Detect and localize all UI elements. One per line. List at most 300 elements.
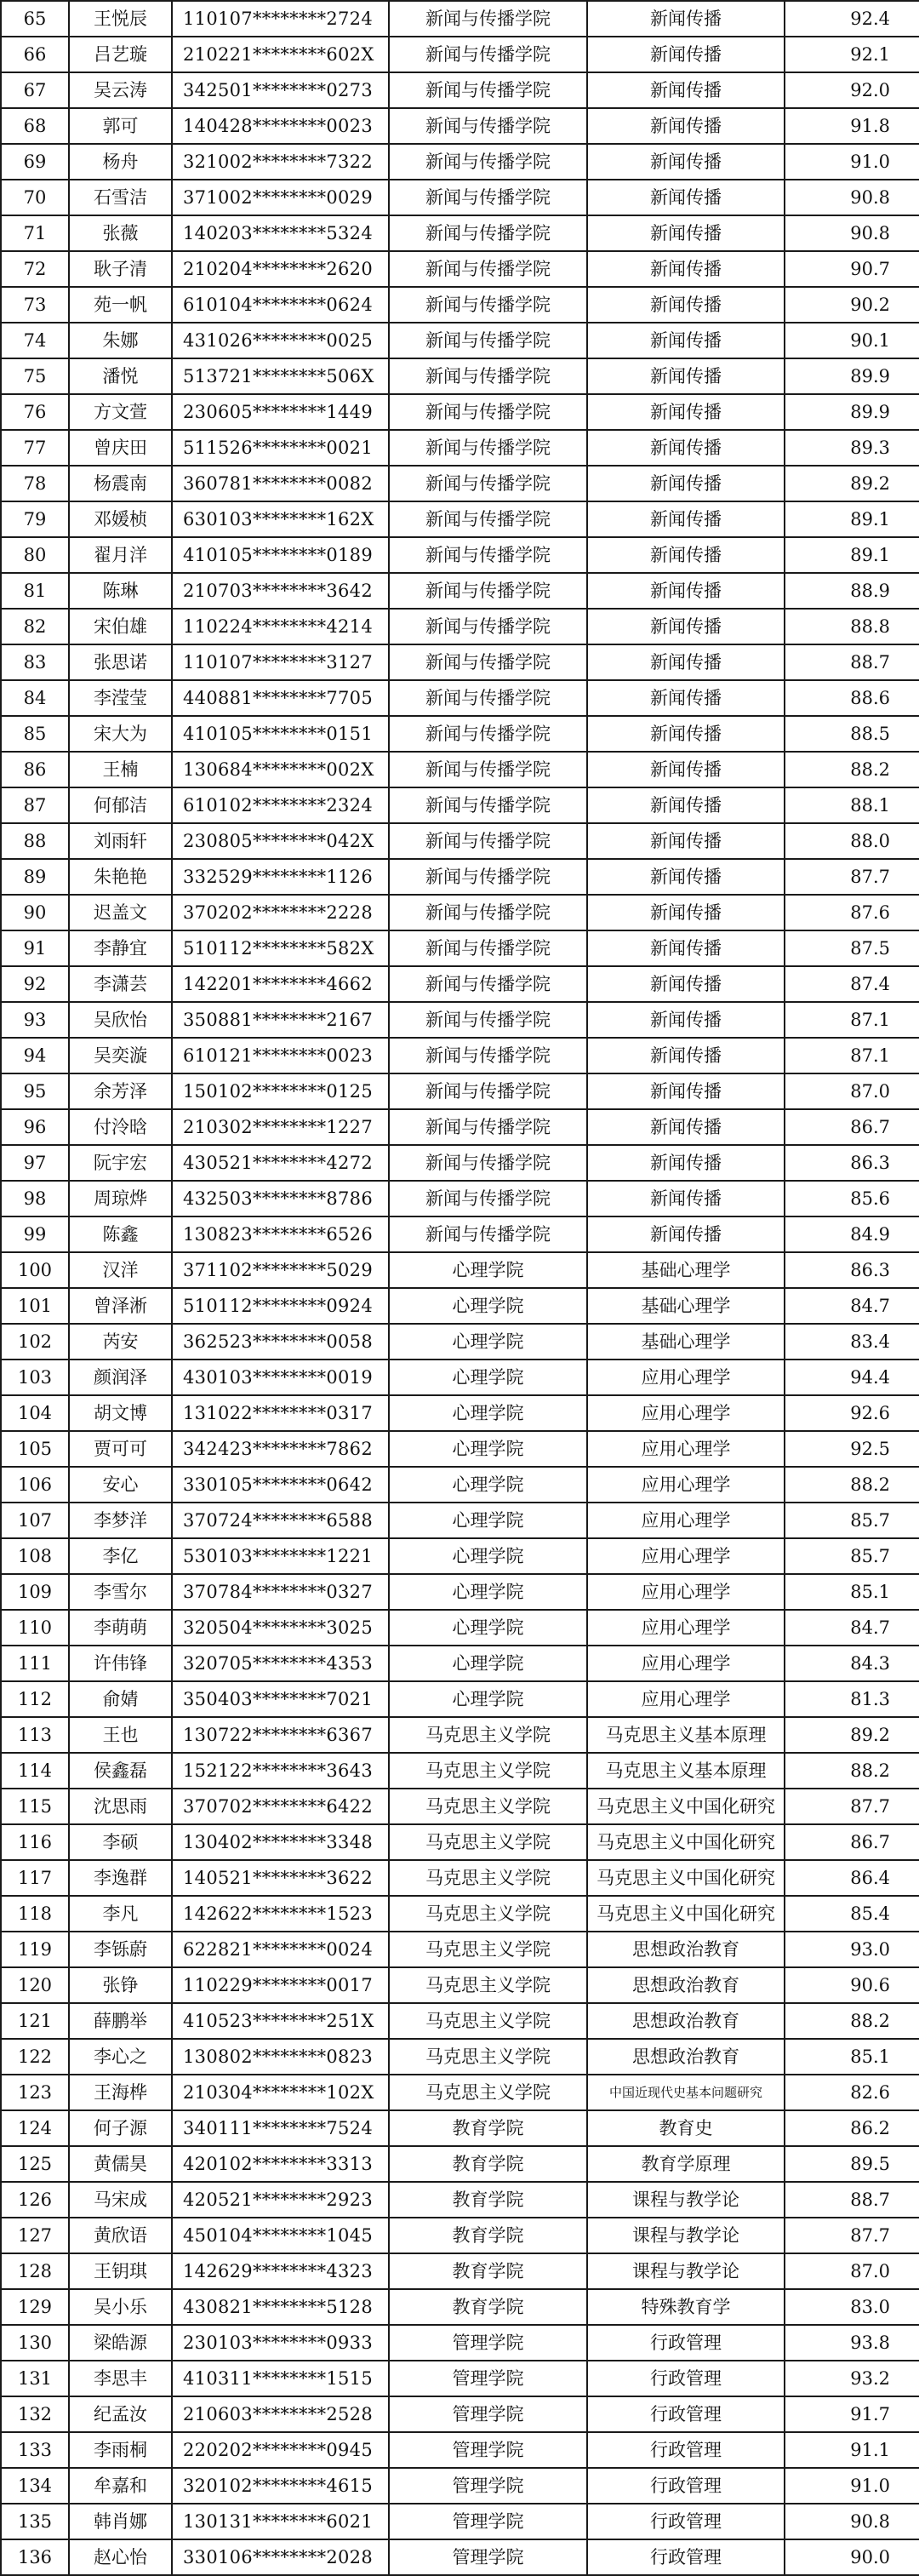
student-name: 朱娜	[69, 323, 172, 358]
score-value: 90.6	[785, 1967, 919, 2003]
table-row	[1, 2039, 919, 2075]
major-name: 新闻传播	[587, 501, 785, 537]
table-row	[1, 323, 919, 358]
major-name: 中国近现代史基本问题研究	[587, 2075, 785, 2110]
student-name: 张铮	[69, 1967, 172, 2003]
student-name: 李雨桐	[69, 2432, 172, 2468]
score-value: 84.3	[785, 1646, 919, 1681]
row-number: 89	[1, 859, 69, 895]
major-name: 新闻传播	[587, 72, 785, 108]
major-name: 新闻传播	[587, 680, 785, 716]
school-name: 新闻与传播学院	[389, 930, 587, 966]
id-number: 430103********0019	[172, 1360, 389, 1395]
major-name: 基础心理学	[587, 1252, 785, 1288]
id-number: 432503********8786	[172, 1181, 389, 1216]
id-number: 420102********3313	[172, 2146, 389, 2182]
school-name: 心理学院	[389, 1431, 587, 1467]
score-value: 90.1	[785, 323, 919, 358]
student-name: 何子源	[69, 2110, 172, 2146]
id-number: 230605********1449	[172, 394, 389, 430]
school-name: 教育学院	[389, 2253, 587, 2289]
row-number: 123	[1, 2075, 69, 2110]
score-value: 89.1	[785, 501, 919, 537]
id-number: 610102********2324	[172, 787, 389, 823]
major-name: 课程与教学论	[587, 2182, 785, 2218]
table-row	[1, 37, 919, 72]
row-number: 103	[1, 1360, 69, 1395]
table-row	[1, 72, 919, 108]
row-number: 81	[1, 573, 69, 609]
id-number: 142201********4662	[172, 966, 389, 1002]
score-value: 88.6	[785, 680, 919, 716]
major-name: 应用心理学	[587, 1681, 785, 1717]
score-value: 85.1	[785, 2039, 919, 2075]
student-name: 宋大为	[69, 716, 172, 752]
student-name: 汉洋	[69, 1252, 172, 1288]
major-name: 马克思主义中国化研究	[587, 1896, 785, 1932]
id-number: 420521********2923	[172, 2182, 389, 2218]
row-number: 79	[1, 501, 69, 537]
school-name: 心理学院	[389, 1288, 587, 1324]
major-name: 应用心理学	[587, 1431, 785, 1467]
id-number: 230103********0933	[172, 2325, 389, 2361]
student-name: 耿子清	[69, 251, 172, 287]
major-name: 马克思主义中国化研究	[587, 1824, 785, 1860]
student-name: 曾泽淅	[69, 1288, 172, 1324]
major-name: 新闻传播	[587, 930, 785, 966]
student-name: 贾可可	[69, 1431, 172, 1467]
table-row	[1, 1467, 919, 1503]
school-name: 新闻与传播学院	[389, 1073, 587, 1109]
school-name: 心理学院	[389, 1610, 587, 1646]
major-name: 新闻传播	[587, 1073, 785, 1109]
score-value: 90.8	[785, 215, 919, 251]
row-number: 78	[1, 466, 69, 501]
id-number: 140428********0023	[172, 108, 389, 144]
table-row	[1, 859, 919, 895]
school-name: 马克思主义学院	[389, 1860, 587, 1896]
row-number: 100	[1, 1252, 69, 1288]
table-row	[1, 1038, 919, 1073]
table-row	[1, 108, 919, 144]
id-number: 131022********0317	[172, 1395, 389, 1431]
student-name: 俞婧	[69, 1681, 172, 1717]
table-row	[1, 2218, 919, 2253]
major-name: 行政管理	[587, 2539, 785, 2575]
id-number: 110224********4214	[172, 609, 389, 644]
major-name: 新闻传播	[587, 537, 785, 573]
row-number: 115	[1, 1789, 69, 1824]
student-name: 何郁洁	[69, 787, 172, 823]
school-name: 新闻与传播学院	[389, 37, 587, 72]
school-name: 新闻与传播学院	[389, 1002, 587, 1038]
major-name: 马克思主义中国化研究	[587, 1860, 785, 1896]
row-number: 91	[1, 930, 69, 966]
student-name: 颜润泽	[69, 1360, 172, 1395]
student-name: 曾庆田	[69, 430, 172, 466]
row-number: 108	[1, 1538, 69, 1574]
school-name: 马克思主义学院	[389, 2003, 587, 2039]
score-value: 85.7	[785, 1538, 919, 1574]
major-name: 新闻传播	[587, 966, 785, 1002]
table-row	[1, 573, 919, 609]
table-row	[1, 1252, 919, 1288]
school-name: 新闻与传播学院	[389, 358, 587, 394]
row-number: 107	[1, 1503, 69, 1538]
row-number: 99	[1, 1216, 69, 1252]
major-name: 马克思主义中国化研究	[587, 1789, 785, 1824]
school-name: 管理学院	[389, 2396, 587, 2432]
school-name: 新闻与传播学院	[389, 609, 587, 644]
student-name: 苑一帆	[69, 287, 172, 323]
school-name: 新闻与传播学院	[389, 537, 587, 573]
table-row	[1, 501, 919, 537]
student-name: 纪孟汝	[69, 2396, 172, 2432]
major-name: 行政管理	[587, 2361, 785, 2396]
row-number: 116	[1, 1824, 69, 1860]
score-value: 90.0	[785, 2539, 919, 2575]
school-name: 新闻与传播学院	[389, 752, 587, 787]
school-name: 管理学院	[389, 2361, 587, 2396]
id-number: 140521********3622	[172, 1860, 389, 1896]
school-name: 新闻与传播学院	[389, 180, 587, 215]
school-name: 新闻与传播学院	[389, 1109, 587, 1145]
student-name: 牟嘉和	[69, 2468, 172, 2504]
major-name: 新闻传播	[587, 823, 785, 859]
school-name: 新闻与传播学院	[389, 823, 587, 859]
table-row	[1, 2110, 919, 2146]
table-row	[1, 2432, 919, 2468]
table-row	[1, 1360, 919, 1395]
row-number: 131	[1, 2361, 69, 2396]
row-number: 69	[1, 144, 69, 180]
school-name: 新闻与传播学院	[389, 787, 587, 823]
major-name: 思想政治教育	[587, 2039, 785, 2075]
score-value: 88.7	[785, 2182, 919, 2218]
row-number: 68	[1, 108, 69, 144]
school-name: 新闻与传播学院	[389, 859, 587, 895]
score-value: 85.1	[785, 1574, 919, 1610]
row-number: 84	[1, 680, 69, 716]
major-name: 新闻传播	[587, 37, 785, 72]
student-name: 李硕	[69, 1824, 172, 1860]
school-name: 新闻与传播学院	[389, 72, 587, 108]
school-name: 新闻与传播学院	[389, 1145, 587, 1181]
row-number: 136	[1, 2539, 69, 2575]
major-name: 新闻传播	[587, 1038, 785, 1073]
score-value: 92.4	[785, 1, 919, 37]
row-number: 114	[1, 1753, 69, 1789]
student-name: 沈思雨	[69, 1789, 172, 1824]
student-name: 翟月洋	[69, 537, 172, 573]
row-number: 88	[1, 823, 69, 859]
row-number: 67	[1, 72, 69, 108]
major-name: 新闻传播	[587, 215, 785, 251]
row-number: 85	[1, 716, 69, 752]
table-row	[1, 215, 919, 251]
student-name: 杨震南	[69, 466, 172, 501]
id-number: 511526********0021	[172, 430, 389, 466]
major-name: 思想政治教育	[587, 1932, 785, 1967]
id-number: 622821********0024	[172, 1932, 389, 1967]
row-number: 90	[1, 895, 69, 930]
table-row	[1, 1, 919, 37]
id-number: 513721********506X	[172, 358, 389, 394]
table-row	[1, 1216, 919, 1252]
id-number: 230805********042X	[172, 823, 389, 859]
score-value: 89.9	[785, 358, 919, 394]
score-value: 86.7	[785, 1824, 919, 1860]
score-value: 86.3	[785, 1145, 919, 1181]
school-name: 马克思主义学院	[389, 1753, 587, 1789]
row-number: 110	[1, 1610, 69, 1646]
score-value: 93.2	[785, 2361, 919, 2396]
school-name: 新闻与传播学院	[389, 1216, 587, 1252]
student-name: 芮安	[69, 1324, 172, 1360]
student-name: 张思诺	[69, 644, 172, 680]
student-name: 迟盖文	[69, 895, 172, 930]
table-row	[1, 1681, 919, 1717]
student-name: 吴小乐	[69, 2289, 172, 2325]
table-row	[1, 2325, 919, 2361]
major-name: 行政管理	[587, 2396, 785, 2432]
student-name: 邓媛桢	[69, 501, 172, 537]
score-value: 83.0	[785, 2289, 919, 2325]
id-number: 430521********4272	[172, 1145, 389, 1181]
major-name: 思想政治教育	[587, 2003, 785, 2039]
student-name: 李逸群	[69, 1860, 172, 1896]
major-name: 应用心理学	[587, 1467, 785, 1503]
id-number: 130802********0823	[172, 2039, 389, 2075]
row-number: 133	[1, 2432, 69, 2468]
row-number: 126	[1, 2182, 69, 2218]
row-number: 106	[1, 1467, 69, 1503]
score-value: 91.1	[785, 2432, 919, 2468]
student-name: 王钥琪	[69, 2253, 172, 2289]
table-row	[1, 895, 919, 930]
major-name: 应用心理学	[587, 1360, 785, 1395]
id-number: 130131********6021	[172, 2504, 389, 2539]
major-name: 基础心理学	[587, 1324, 785, 1360]
row-number: 112	[1, 1681, 69, 1717]
score-value: 83.4	[785, 1324, 919, 1360]
major-name: 新闻传播	[587, 394, 785, 430]
school-name: 新闻与传播学院	[389, 966, 587, 1002]
major-name: 教育学原理	[587, 2146, 785, 2182]
school-name: 心理学院	[389, 1360, 587, 1395]
major-name: 新闻传播	[587, 251, 785, 287]
major-name: 马克思主义基本原理	[587, 1753, 785, 1789]
school-name: 管理学院	[389, 2539, 587, 2575]
student-name: 陈琳	[69, 573, 172, 609]
table-row	[1, 609, 919, 644]
score-value: 86.3	[785, 1252, 919, 1288]
id-number: 410105********0189	[172, 537, 389, 573]
major-name: 特殊教育学	[587, 2289, 785, 2325]
score-value: 90.8	[785, 2504, 919, 2539]
id-number: 630103********162X	[172, 501, 389, 537]
score-value: 84.9	[785, 1216, 919, 1252]
student-name: 李雪尔	[69, 1574, 172, 1610]
table-row	[1, 251, 919, 287]
major-name: 课程与教学论	[587, 2253, 785, 2289]
id-number: 330105********0642	[172, 1467, 389, 1503]
table-row	[1, 1324, 919, 1360]
row-number: 124	[1, 2110, 69, 2146]
school-name: 新闻与传播学院	[389, 573, 587, 609]
row-number: 128	[1, 2253, 69, 2289]
score-value: 87.1	[785, 1002, 919, 1038]
school-name: 新闻与传播学院	[389, 1038, 587, 1073]
table-row	[1, 1860, 919, 1896]
score-value: 92.0	[785, 72, 919, 108]
score-value: 90.2	[785, 287, 919, 323]
id-number: 410311********1515	[172, 2361, 389, 2396]
row-number: 102	[1, 1324, 69, 1360]
row-number: 135	[1, 2504, 69, 2539]
major-name: 应用心理学	[587, 1503, 785, 1538]
row-number: 75	[1, 358, 69, 394]
id-number: 350403********7021	[172, 1681, 389, 1717]
table-row	[1, 1574, 919, 1610]
student-name: 付泠晗	[69, 1109, 172, 1145]
table-row	[1, 2253, 919, 2289]
major-name: 新闻传播	[587, 1, 785, 37]
student-name: 吴欣怡	[69, 1002, 172, 1038]
table-row	[1, 430, 919, 466]
school-name: 教育学院	[389, 2218, 587, 2253]
table-row	[1, 823, 919, 859]
score-value: 88.2	[785, 1467, 919, 1503]
table-row	[1, 752, 919, 787]
school-name: 新闻与传播学院	[389, 394, 587, 430]
id-number: 110107********3127	[172, 644, 389, 680]
major-name: 新闻传播	[587, 430, 785, 466]
student-name: 李萌萌	[69, 1610, 172, 1646]
major-name: 新闻传播	[587, 466, 785, 501]
major-name: 新闻传播	[587, 108, 785, 144]
school-name: 新闻与传播学院	[389, 644, 587, 680]
score-value: 91.0	[785, 2468, 919, 2504]
major-name: 新闻传播	[587, 1002, 785, 1038]
student-name: 韩肖娜	[69, 2504, 172, 2539]
row-number: 87	[1, 787, 69, 823]
id-number: 371102********5029	[172, 1252, 389, 1288]
id-number: 332529********1126	[172, 859, 389, 895]
table-row	[1, 1145, 919, 1181]
score-value: 85.4	[785, 1896, 919, 1932]
id-number: 210204********2620	[172, 251, 389, 287]
id-number: 130684********002X	[172, 752, 389, 787]
school-name: 心理学院	[389, 1574, 587, 1610]
major-name: 行政管理	[587, 2325, 785, 2361]
major-name: 基础心理学	[587, 1288, 785, 1324]
table-row	[1, 144, 919, 180]
table-row	[1, 1109, 919, 1145]
table-row	[1, 394, 919, 430]
score-value: 87.1	[785, 1038, 919, 1073]
major-name: 应用心理学	[587, 1574, 785, 1610]
major-name: 行政管理	[587, 2504, 785, 2539]
id-number: 510112********582X	[172, 930, 389, 966]
table-row	[1, 1932, 919, 1967]
score-value: 89.5	[785, 2146, 919, 2182]
school-name: 马克思主义学院	[389, 2075, 587, 2110]
student-name: 杨舟	[69, 144, 172, 180]
major-name: 新闻传播	[587, 644, 785, 680]
id-number: 340111********7524	[172, 2110, 389, 2146]
id-number: 342501********0273	[172, 72, 389, 108]
score-value: 93.8	[785, 2325, 919, 2361]
school-name: 新闻与传播学院	[389, 108, 587, 144]
major-name: 新闻传播	[587, 1181, 785, 1216]
id-number: 430821********5128	[172, 2289, 389, 2325]
student-name: 石雪洁	[69, 180, 172, 215]
id-number: 130823********6526	[172, 1216, 389, 1252]
student-name: 李思丰	[69, 2361, 172, 2396]
school-name: 心理学院	[389, 1681, 587, 1717]
table-row	[1, 358, 919, 394]
id-number: 110107********2724	[172, 1, 389, 37]
school-name: 管理学院	[389, 2468, 587, 2504]
major-name: 应用心理学	[587, 1538, 785, 1574]
id-number: 320504********3025	[172, 1610, 389, 1646]
table-row	[1, 2289, 919, 2325]
student-name: 安心	[69, 1467, 172, 1503]
major-name: 课程与教学论	[587, 2218, 785, 2253]
school-name: 马克思主义学院	[389, 1824, 587, 1860]
school-name: 教育学院	[389, 2182, 587, 2218]
school-name: 心理学院	[389, 1503, 587, 1538]
major-name: 新闻传播	[587, 1109, 785, 1145]
student-name: 李亿	[69, 1538, 172, 1574]
school-name: 管理学院	[389, 2325, 587, 2361]
score-value: 94.4	[785, 1360, 919, 1395]
table-row	[1, 1395, 919, 1431]
student-name: 薛鹏举	[69, 2003, 172, 2039]
school-name: 马克思主义学院	[389, 1789, 587, 1824]
row-number: 120	[1, 1967, 69, 2003]
score-value: 88.2	[785, 2003, 919, 2039]
score-value: 87.5	[785, 930, 919, 966]
score-value: 87.0	[785, 2253, 919, 2289]
table-row	[1, 1824, 919, 1860]
id-number: 210304********102X	[172, 2075, 389, 2110]
row-number: 72	[1, 251, 69, 287]
school-name: 教育学院	[389, 2146, 587, 2182]
student-name: 李静宜	[69, 930, 172, 966]
school-name: 新闻与传播学院	[389, 466, 587, 501]
id-number: 440881********7705	[172, 680, 389, 716]
table-row	[1, 2539, 919, 2575]
student-name: 王楠	[69, 752, 172, 787]
id-number: 150102********0125	[172, 1073, 389, 1109]
score-value: 87.6	[785, 895, 919, 930]
row-number: 134	[1, 2468, 69, 2504]
major-name: 行政管理	[587, 2432, 785, 2468]
school-name: 新闻与传播学院	[389, 680, 587, 716]
table-row	[1, 1288, 919, 1324]
id-number: 510112********0924	[172, 1288, 389, 1324]
score-value: 91.7	[785, 2396, 919, 2432]
school-name: 教育学院	[389, 2289, 587, 2325]
student-name: 潘悦	[69, 358, 172, 394]
table-row	[1, 716, 919, 752]
student-name: 李凡	[69, 1896, 172, 1932]
score-value: 90.7	[785, 251, 919, 287]
score-value: 88.2	[785, 752, 919, 787]
row-number: 118	[1, 1896, 69, 1932]
